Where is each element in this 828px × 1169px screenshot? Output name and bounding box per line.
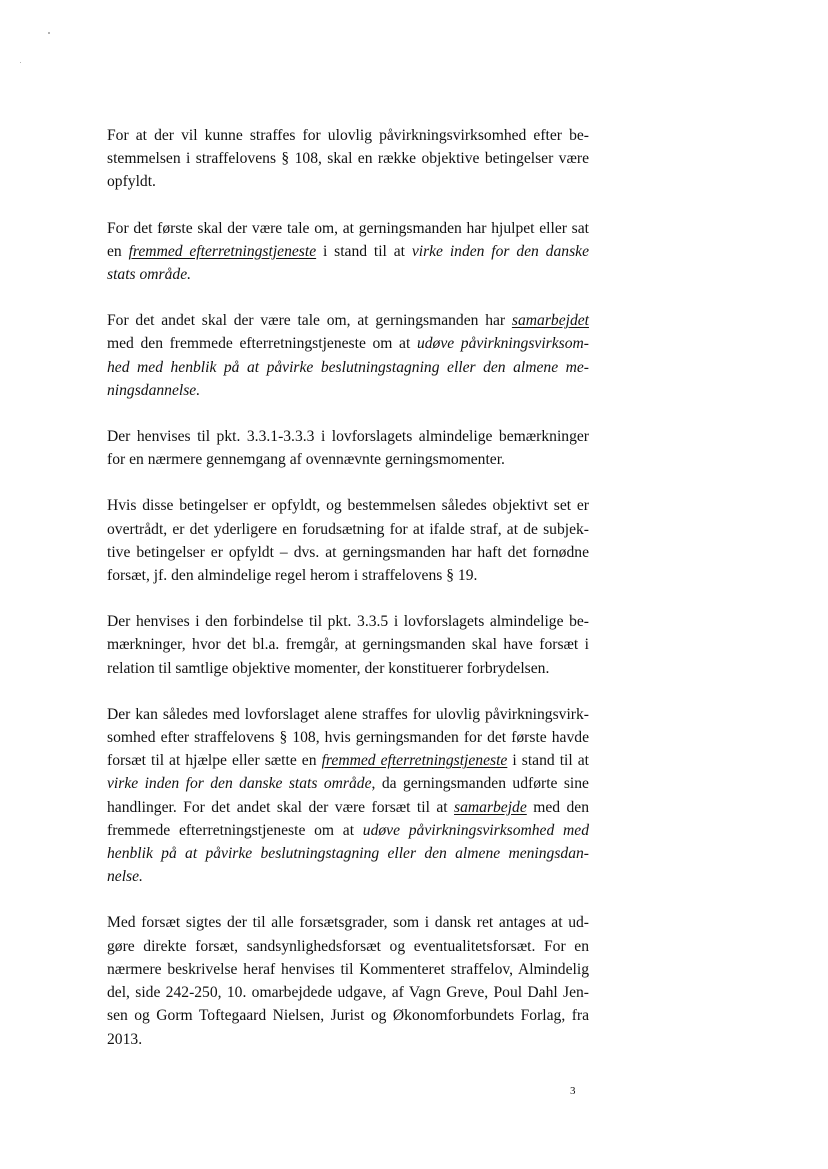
text-run: forsæt til at hjælpe eller sætte en <box>107 752 322 770</box>
text-run: med den <box>526 798 589 816</box>
text-run: , da gerningsmanden udførte sine <box>371 775 589 793</box>
text-line <box>107 379 589 402</box>
scan-speck <box>48 32 50 34</box>
paragraph-1 <box>107 124 589 194</box>
italic-run: virke inden for den danske stats område <box>107 775 372 793</box>
text-line: mærkninger, hvor det bl.a. fremgår, at gerningsmanden skal have forsæt i <box>107 636 589 654</box>
underlined-term: fremmed efterretningstjeneste <box>128 242 317 260</box>
text-line: Der henvises i den forbindelse til pkt. 3.3.5 i lovforslagets almindelige be- <box>107 613 589 631</box>
text-run: For det andet skal der være tale om, at gerningsmanden har <box>107 312 512 330</box>
paragraph-4 <box>107 425 589 471</box>
text-line: stemmelsen i straffelovens § 108, skal en række objektive betingelser være <box>107 150 589 168</box>
paragraph-7 <box>107 703 589 889</box>
italic-run: udøve påvirkningsvirksom- <box>416 335 589 353</box>
text-line: Der henvises til pkt. 3.3.1-3.3.3 i lovforslagets almindelige bemærkninger <box>107 428 589 446</box>
text-line <box>107 332 589 355</box>
paragraph-8 <box>107 911 589 1050</box>
text-line <box>107 309 589 332</box>
text-line: for en nærmere gennemgang af ovennævnte gerningsmomenter. <box>107 451 505 469</box>
text-line <box>107 819 589 842</box>
italic-run: udøve påvirkningsvirksomhed med <box>362 821 589 839</box>
italic-run: virke inden for den danske <box>411 242 589 260</box>
text-line: 2013. <box>107 1030 143 1048</box>
scan-speck <box>20 62 21 63</box>
text-line <box>107 796 589 819</box>
paragraph-5 <box>107 494 589 587</box>
text-line: Med forsæt sigtes der til alle forsætsgrader, som i dansk ret antages at ud- <box>107 914 589 932</box>
text-line <box>107 772 589 795</box>
paragraph-3 <box>107 309 589 402</box>
text-line: For det første skal der være tale om, at gerningsmanden har hjulpet eller sat <box>107 219 589 237</box>
text-line: sen og Gorm Toftegaard Nielsen, Jurist og Økonomforbundets Forlag, fra <box>107 1007 589 1025</box>
page-number: 3 <box>570 1085 576 1097</box>
paragraph-6 <box>107 610 589 680</box>
text-line: del, side 242-250, 10. omarbejdede udgave, af Vagn Greve, Poul Dahl Jen- <box>107 984 589 1002</box>
text-line <box>107 842 589 865</box>
text-run: med den fremmede efterretningstjeneste om at <box>107 335 417 353</box>
text-run: fremmede efterretningstjeneste om at <box>107 821 363 839</box>
paragraph-2 <box>107 217 589 287</box>
italic-run: henblik på at påvirke beslutningstagning eller den almene meningsdan- <box>107 845 589 863</box>
text-line: Der kan således med lovforslaget alene straffes for ulovlig påvirkningsvirk- <box>107 705 589 723</box>
text-line <box>107 240 589 263</box>
text-line: tive betingelser er opfyldt – dvs. at gerningsmanden har haft det fornødne <box>107 543 589 561</box>
text-line <box>107 263 589 286</box>
text-line: For at der vil kunne straffes for ulovlig påvirkningsvirksomhed efter be- <box>107 127 589 144</box>
text-line: forsæt, jf. den almindelige regel herom i straffelovens § 19. <box>107 567 478 585</box>
italic-run: ningsdannelse. <box>107 381 201 399</box>
underlined-term: samarbejdet <box>511 312 589 330</box>
text-line <box>107 356 589 379</box>
italic-run: hed med henblik på at påvirke beslutningstagning eller den almene me- <box>107 358 589 376</box>
text-line: nærmere beskrivelse heraf henvises til Kommenteret straffelov, Almindelig <box>107 960 589 978</box>
italic-run: stats område. <box>107 266 192 284</box>
italic-run: nelse. <box>107 868 143 886</box>
underlined-term: samarbejde <box>454 798 527 816</box>
text-line: somhed efter straffelovens § 108, hvis gerningsmanden for det første havde <box>107 729 589 747</box>
underlined-term: fremmed efterretningstjeneste <box>321 752 508 770</box>
document-body <box>107 124 589 1074</box>
text-line <box>107 749 589 772</box>
text-line: Hvis disse betingelser er opfyldt, og bestemmelsen således objektivt set er <box>107 497 589 515</box>
text-line: overtrådt, er det yderligere en forudsætning for at ifalde straf, at de subjek- <box>107 520 589 538</box>
text-run: i stand til at <box>316 242 412 260</box>
text-run: i stand til at <box>507 752 589 770</box>
text-run: en <box>107 242 129 260</box>
text-line: relation til samtlige objektive momenter, der konstituerer forbrydelsen. <box>107 659 550 677</box>
text-run: handlinger. For det andet skal der være forsæt til at <box>107 798 455 816</box>
text-line: gøre direkte forsæt, sandsynlighedsforsæt og eventualitetsforsæt. For en <box>107 937 589 955</box>
text-line <box>107 865 589 888</box>
text-line: opfyldt. <box>107 173 156 191</box>
